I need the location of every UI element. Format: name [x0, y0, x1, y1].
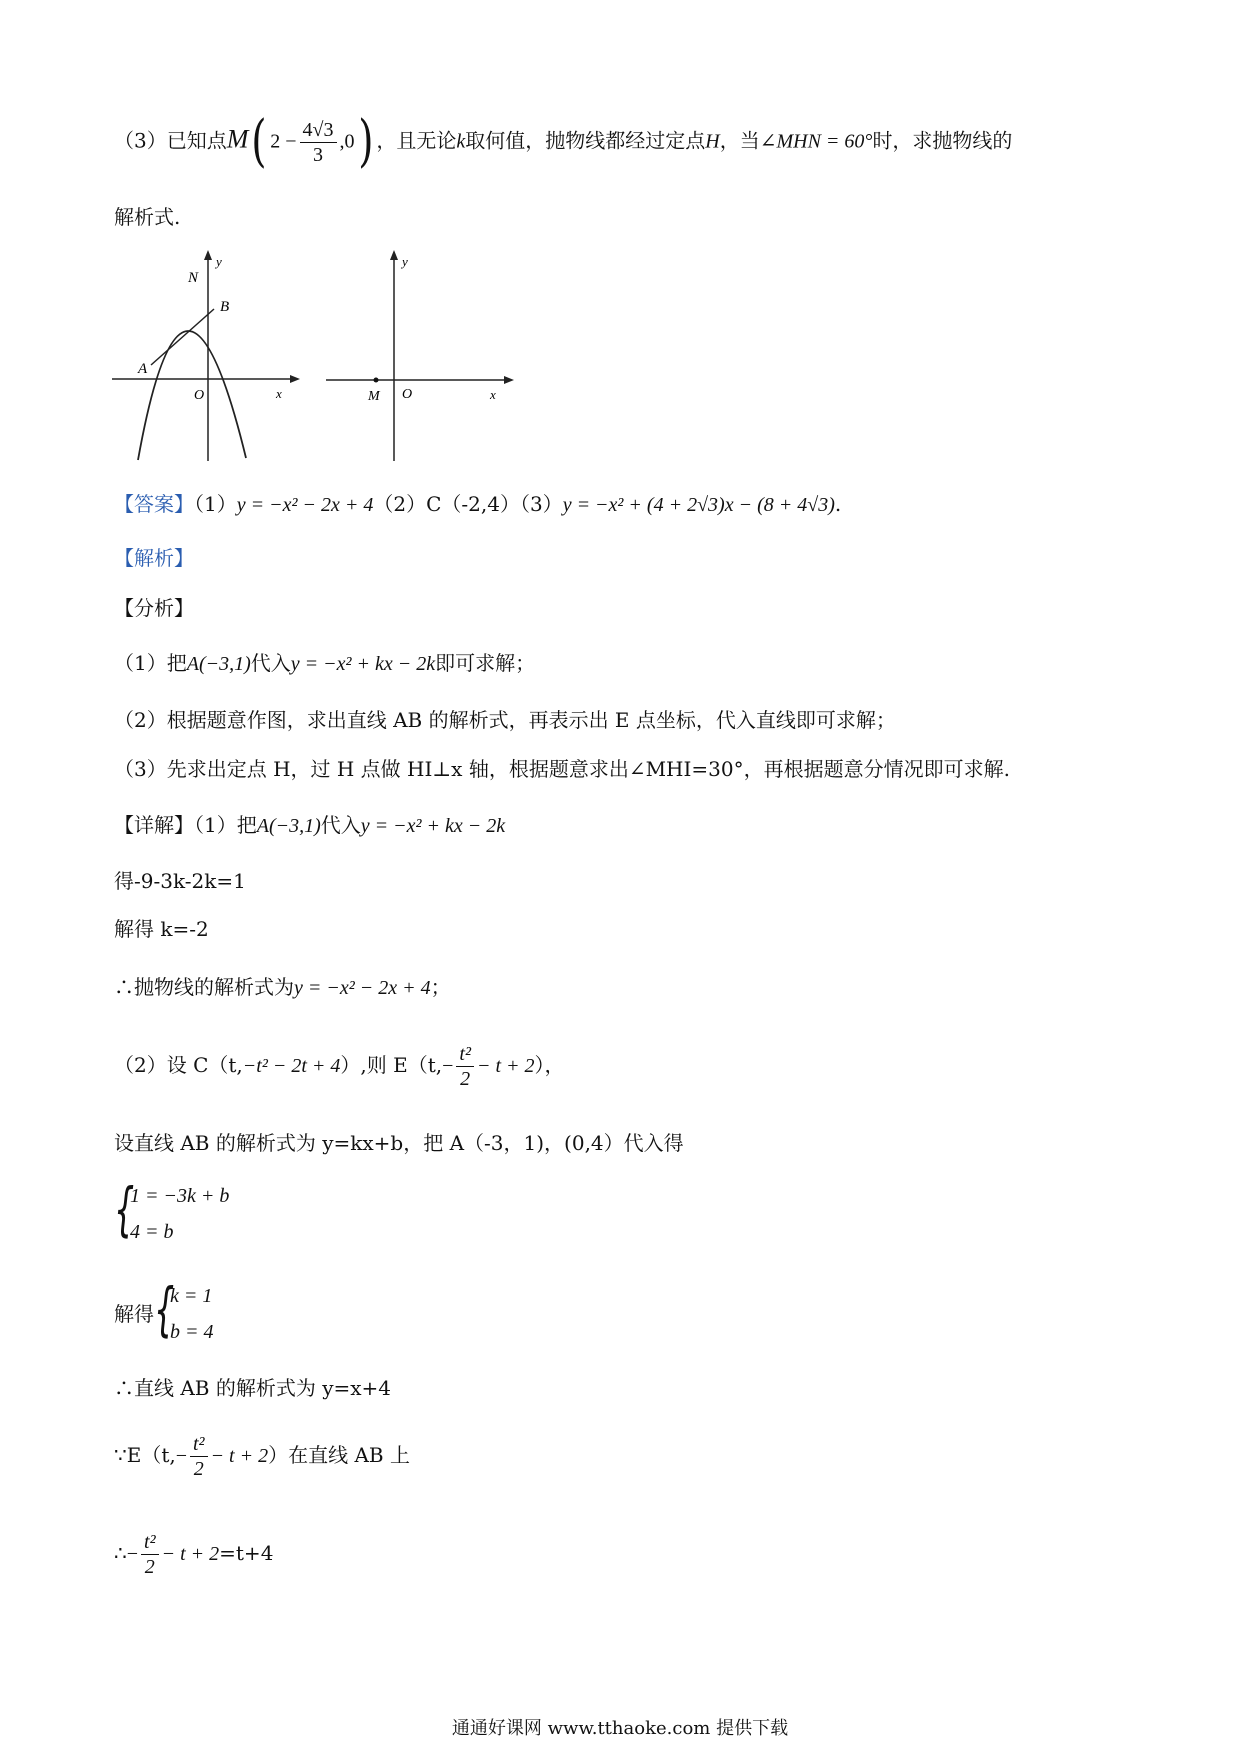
detail-d1-A: A(−3,1)	[256, 815, 321, 837]
detail-d1-a: （1）把	[194, 813, 257, 837]
analysis-tag: 【解析】	[114, 546, 194, 570]
detail-d4-eq: y = −x² − 2x + 4	[294, 977, 431, 999]
detail-d7: 解得	[114, 1302, 154, 1326]
detail-d4	[114, 972, 451, 1003]
fenxi-tag: 【分析】	[114, 596, 194, 620]
detail-d5-rest: − t + 2	[476, 1055, 535, 1077]
detail-d9-num: t²	[190, 1432, 208, 1457]
q3-fraction-den: 3	[313, 143, 324, 166]
label-O: O	[194, 388, 205, 403]
detail-d9	[114, 1432, 410, 1481]
detail-d10-rest: − t + 2	[161, 1543, 220, 1565]
answer-end: .	[834, 492, 842, 516]
detail-d5-eq: −t² − 2t + 4	[242, 1055, 341, 1077]
point-M: M	[226, 124, 249, 154]
q3-prefix: （3）已知点	[114, 128, 227, 153]
detail-d9-rest: − t + 2	[210, 1445, 269, 1467]
right-paren: )	[357, 109, 374, 174]
fenxi-step1	[114, 648, 535, 679]
fenxi-s1-eq: y = −x² + kx − 2k	[290, 653, 436, 675]
detail-d9-b: ）在直线 AB 上	[268, 1443, 410, 1467]
question-3-line1	[114, 109, 1013, 174]
system-2-line	[114, 1275, 214, 1350]
detail-step1	[114, 810, 505, 841]
detail-d10-frac	[141, 1530, 159, 1579]
detail-d8: ∴直线 AB 的解析式为 y=x+4	[114, 1376, 392, 1400]
detail-d6: 设直线 AB 的解析式为 y=kx+b，把 A（-3，1)，(0,4）代入得	[114, 1131, 684, 1155]
answer-tag: 【答案】	[114, 492, 194, 516]
answer-p2: （2）C（-2,4）（3）	[373, 492, 563, 516]
q3-angle: ∠MHN = 60°	[759, 130, 873, 153]
detail-d10-neg: −	[126, 1543, 139, 1565]
answer-eq3: y = −x² + (4 + 2√3)x − (8 + 4√3)	[562, 494, 835, 516]
fenxi-step2: （2）根据题意作图，求出直线 AB 的解析式，再表示出 E 点坐标，代入直线即可求解；	[114, 708, 896, 732]
answer-line	[114, 489, 841, 520]
label-x2: x	[490, 387, 496, 402]
q3-fraction-num: 4√3	[300, 118, 337, 143]
left-paren: (	[251, 109, 267, 174]
answer-eq1: y = −x² − 2x + 4	[236, 494, 374, 516]
page-footer: 通通好课网 www.tthaoke.com 提供下载	[451, 1718, 789, 1739]
detail-d3: 解得 k=-2	[114, 917, 209, 941]
detail-d10-num: t²	[141, 1530, 159, 1555]
detail-d1-eq: y = −x² + kx − 2k	[360, 815, 506, 837]
label-y: y	[216, 254, 222, 269]
label-x: x	[276, 386, 282, 401]
q3-two: 2 −	[270, 130, 297, 153]
detail-d5-den: 2	[460, 1068, 471, 1090]
system-2-body	[154, 1275, 214, 1350]
label-y2: y	[402, 254, 408, 269]
detail-d4-a: ∴抛物线的解析式为	[114, 975, 294, 999]
system-1	[114, 1175, 230, 1250]
system-1-brace: {	[114, 1175, 135, 1243]
q3-text2: 取何值，抛物线都经过定点	[465, 128, 706, 153]
detail-d5-c: ），	[534, 1053, 565, 1077]
detail-d5-b: ）,则 E（t,	[340, 1053, 443, 1077]
label-B: B	[220, 299, 230, 315]
detail-d10-den: 2	[144, 1556, 155, 1578]
q3-k: k	[456, 130, 466, 153]
system-2-brace: {	[154, 1275, 175, 1343]
detail-d1-b: 代入	[320, 813, 361, 837]
system-1-body	[114, 1175, 230, 1250]
detail-d10	[114, 1530, 273, 1579]
q3-fraction	[300, 118, 337, 167]
detail-d5-a: （2）设 C（t,	[114, 1053, 243, 1077]
question-3-line2: 解析式.	[114, 205, 181, 229]
detail-d9-neg: −	[175, 1445, 187, 1467]
detail-d5-frac	[456, 1042, 474, 1091]
q3-text1: ，且无论	[376, 128, 457, 153]
detail-d10-a: ∴	[114, 1541, 127, 1565]
fenxi-s1-A: A(−3,1)	[186, 653, 251, 675]
label-O2: O	[402, 387, 413, 402]
detail-d10-b: =t+4	[219, 1541, 274, 1565]
q3-text3: ，当	[719, 128, 760, 153]
fenxi-s1-b: 代入	[250, 651, 291, 675]
detail-d9-den: 2	[193, 1458, 204, 1480]
fenxi-s1-c: 即可求解；	[435, 651, 536, 675]
detail-d2: 得-9-3k-2k=1	[114, 869, 246, 893]
system-1-row2: 4 = b	[130, 1221, 174, 1243]
q3-text4: 时，求抛物线的	[872, 128, 1013, 153]
figure-axes-M	[326, 248, 516, 463]
detail-d5-num: t²	[456, 1042, 474, 1067]
detail-d5-neg: −	[442, 1055, 454, 1077]
detail-tag: 【详解】	[114, 813, 194, 837]
detail-d4-b: ；	[430, 975, 451, 999]
answer-p1: （1）	[194, 492, 237, 516]
q3-H: H	[705, 130, 720, 153]
system-2-row2: b = 4	[170, 1321, 214, 1343]
label-A: A	[138, 361, 148, 377]
q3-zero: ,0	[339, 130, 355, 153]
system-1-row1: 1 = −3k + b	[130, 1185, 230, 1207]
figure-parabola	[112, 248, 302, 463]
fenxi-s1-a: （1）把	[114, 651, 187, 675]
label-M: M	[368, 389, 380, 404]
label-N: N	[188, 270, 199, 286]
system-2-row1: k = 1	[170, 1285, 213, 1307]
detail-d5	[114, 1042, 565, 1091]
fenxi-step3: （3）先求出定点 H，过 H 点做 HI⊥x 轴，根据题意求出∠MHI=30°，再根据题意分情况即可求解.	[114, 757, 1010, 781]
detail-d9-frac	[190, 1432, 208, 1481]
detail-d9-a: ∵E（t,	[114, 1443, 176, 1467]
